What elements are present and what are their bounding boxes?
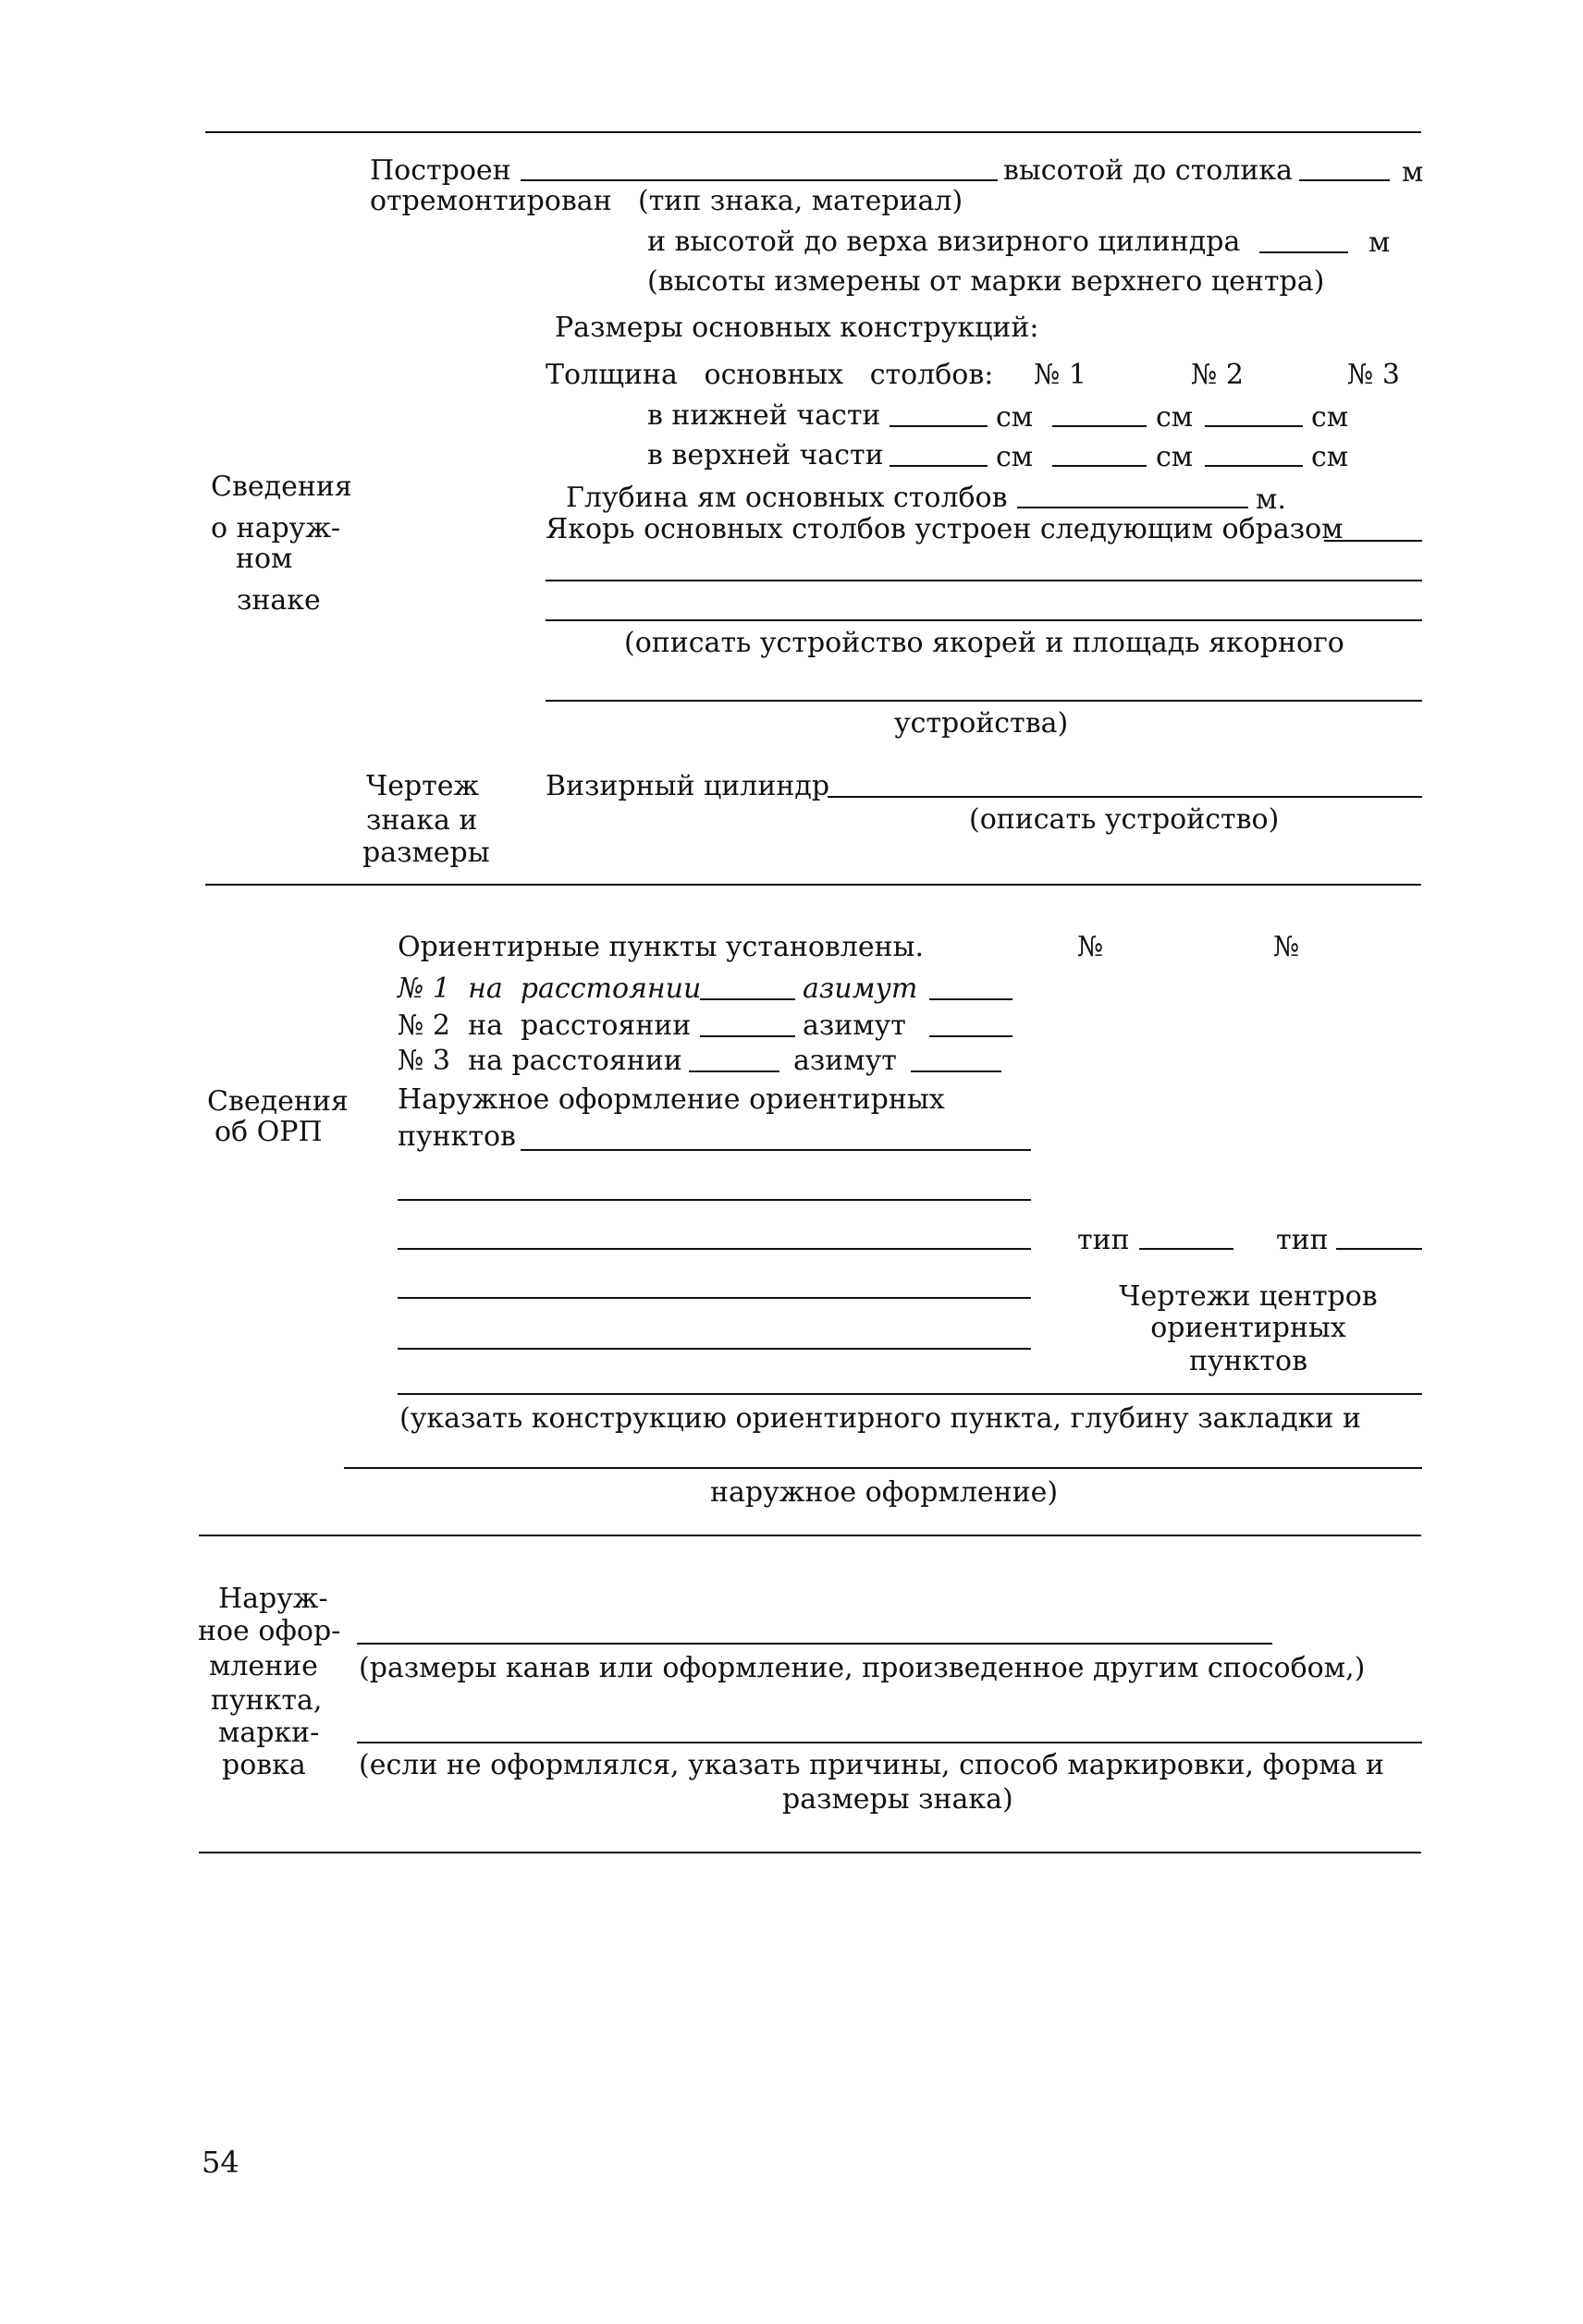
unit-m-2: м xyxy=(1368,226,1391,259)
orp-1-azimuth-label: азимут xyxy=(803,972,918,1005)
thickness-label: Толщина основных столбов: xyxy=(546,359,994,391)
lower-cm-2: см xyxy=(1156,401,1194,434)
orp-note-1: (указать конструкцию ориентирного пункта, глубину закладки и xyxy=(399,1402,1361,1435)
orp-set-label: Ориентирные пункты установлены. xyxy=(398,931,925,963)
orp-note-2: наружное оформление) xyxy=(710,1476,1059,1509)
pillar-n3: № 3 xyxy=(1347,359,1401,391)
orp-drawings-label-3: пунктов xyxy=(1189,1345,1307,1377)
side-label-orp-1: Сведения xyxy=(207,1085,349,1118)
sign-type-blank[interactable] xyxy=(521,179,998,181)
anchor-blank-1[interactable] xyxy=(1324,540,1422,542)
side-label-ext-1: Наруж- xyxy=(218,1583,328,1615)
ext-note-3: размеры знака) xyxy=(782,1783,1013,1816)
orp-2-azimuth-blank[interactable] xyxy=(929,1035,1012,1037)
orp-point-1: № 1 на расстоянии xyxy=(398,972,702,1005)
ext-blank-2[interactable] xyxy=(357,1742,1422,1743)
upper-part-label: в верхней части xyxy=(647,439,884,471)
orp-ext-blank-1[interactable] xyxy=(521,1149,1031,1151)
orp-no-2: № xyxy=(1273,931,1300,963)
side-label-info-sign-1: Сведения xyxy=(211,471,352,503)
orp-no-1: № xyxy=(1077,931,1104,963)
orp-type-label-1: тип xyxy=(1077,1224,1130,1256)
orp-ext-blank-2[interactable] xyxy=(398,1199,1031,1201)
section-2-rule xyxy=(199,1535,1421,1536)
pillar-n1: № 1 xyxy=(1034,359,1087,391)
lower-n2-blank[interactable] xyxy=(1052,425,1147,427)
anchor-note-2: устройства) xyxy=(894,707,1069,740)
upper-n3-blank[interactable] xyxy=(1205,465,1303,467)
orp-construction-blank[interactable] xyxy=(398,1393,1422,1395)
orp-point-2: № 2 на расстоянии xyxy=(398,1009,692,1042)
orp-type-blank-2[interactable] xyxy=(1336,1248,1422,1250)
orp-2-azimuth-label: азимут xyxy=(803,1009,906,1042)
pit-depth-label: Глубина ям основных столбов xyxy=(566,482,1008,514)
side-label-ext-3: мление xyxy=(209,1650,318,1682)
anchor-label: Якорь основных столбов устроен следующим образом xyxy=(546,513,1344,545)
side-label-ext-5: марки- xyxy=(218,1717,320,1749)
cylinder-blank[interactable] xyxy=(828,796,1422,798)
built-label: Построен xyxy=(370,154,511,187)
upper-n2-blank[interactable] xyxy=(1052,465,1147,467)
height-table-label: высотой до столика xyxy=(1003,154,1294,187)
anchor-blank-4[interactable] xyxy=(546,700,1422,702)
lower-n3-blank[interactable] xyxy=(1205,425,1303,427)
side-label-info-sign-2: о наруж- xyxy=(211,512,341,544)
anchor-blank-2[interactable] xyxy=(546,580,1422,581)
orp-ext-label-1: Наружное оформление ориентирных xyxy=(398,1083,945,1116)
drawing-label-2: знака и xyxy=(366,804,478,837)
orp-ext-blank-3[interactable] xyxy=(398,1248,1031,1250)
upper-cm-2: см xyxy=(1156,441,1194,473)
pillar-n2: № 2 xyxy=(1191,359,1245,391)
orp-type-label-2: тип xyxy=(1276,1224,1329,1256)
main-sizes-label: Размеры основных конструкций: xyxy=(555,312,1039,344)
side-label-ext-4: пункта, xyxy=(211,1684,323,1717)
section-3-rule xyxy=(199,1852,1421,1853)
anchor-note-1: (описать устройство якорей и площадь якорного xyxy=(624,627,1344,659)
orp-1-azimuth-blank[interactable] xyxy=(929,998,1012,1000)
repaired-label: отремонтирован xyxy=(370,185,612,217)
height-cylinder-blank[interactable] xyxy=(1259,251,1348,253)
unit-m-1: м xyxy=(1402,156,1424,189)
orp-1-distance-blank[interactable] xyxy=(700,998,795,1000)
drawing-label-3: размеры xyxy=(362,837,490,869)
top-rule xyxy=(205,131,1421,133)
orp-ext-blank-5[interactable] xyxy=(398,1348,1031,1350)
side-label-orp-2: об ОРП xyxy=(215,1116,323,1148)
height-table-blank[interactable] xyxy=(1299,179,1390,181)
orp-drawings-label-1: Чертежи центров xyxy=(1119,1280,1378,1313)
upper-n1-blank[interactable] xyxy=(890,465,988,467)
side-label-info-sign-4: знаке xyxy=(237,584,321,617)
orp-drawings-label-2: ориентирных xyxy=(1150,1312,1346,1344)
orp-3-azimuth-label: азимут xyxy=(793,1045,897,1077)
orp-type-blank-1[interactable] xyxy=(1139,1248,1233,1250)
ext-note-1: (размеры канав или оформление, произведенное другим способом,) xyxy=(359,1652,1366,1684)
side-label-ext-6: ровка xyxy=(222,1749,306,1781)
orp-3-azimuth-blank[interactable] xyxy=(911,1070,1001,1072)
orp-3-distance-blank[interactable] xyxy=(689,1070,779,1072)
describe-note: (описать устройство) xyxy=(969,803,1280,836)
orp-2-distance-blank[interactable] xyxy=(700,1035,795,1037)
ext-blank-1[interactable] xyxy=(357,1643,1272,1645)
upper-cm-3: см xyxy=(1311,441,1349,473)
ext-note-2: (если не оформлялся, указать причины, способ маркировки, форма и xyxy=(359,1749,1385,1781)
orp-construction-blank-2[interactable] xyxy=(344,1467,1422,1469)
side-label-ext-2: ное офор- xyxy=(198,1615,341,1647)
orp-ext-blank-4[interactable] xyxy=(398,1297,1031,1299)
side-label-info-sign-3: ном xyxy=(236,543,293,575)
drawing-label-1: Чертеж xyxy=(366,770,480,802)
lower-cm-1: см xyxy=(996,401,1034,434)
page-number: 54 xyxy=(202,2145,239,2180)
height-cylinder-label: и высотой до верха визирного цилиндра xyxy=(647,226,1241,258)
sign-type-note: (тип знака, материал) xyxy=(638,185,963,217)
lower-cm-3: см xyxy=(1311,401,1349,434)
anchor-blank-3[interactable] xyxy=(546,619,1422,621)
pit-depth-blank[interactable] xyxy=(1017,507,1248,508)
orp-ext-label-2: пунктов xyxy=(398,1120,516,1153)
lower-n1-blank[interactable] xyxy=(890,425,988,427)
unit-m-dot: м. xyxy=(1256,483,1286,516)
upper-cm-1: см xyxy=(996,441,1034,473)
lower-part-label: в нижней части xyxy=(647,399,881,432)
heights-note: (высоты измерены от марки верхнего центра) xyxy=(647,265,1325,298)
section-1-rule xyxy=(205,884,1421,886)
cylinder-label: Визирный цилиндр xyxy=(546,770,830,802)
orp-point-3: № 3 на расстоянии xyxy=(398,1045,682,1077)
